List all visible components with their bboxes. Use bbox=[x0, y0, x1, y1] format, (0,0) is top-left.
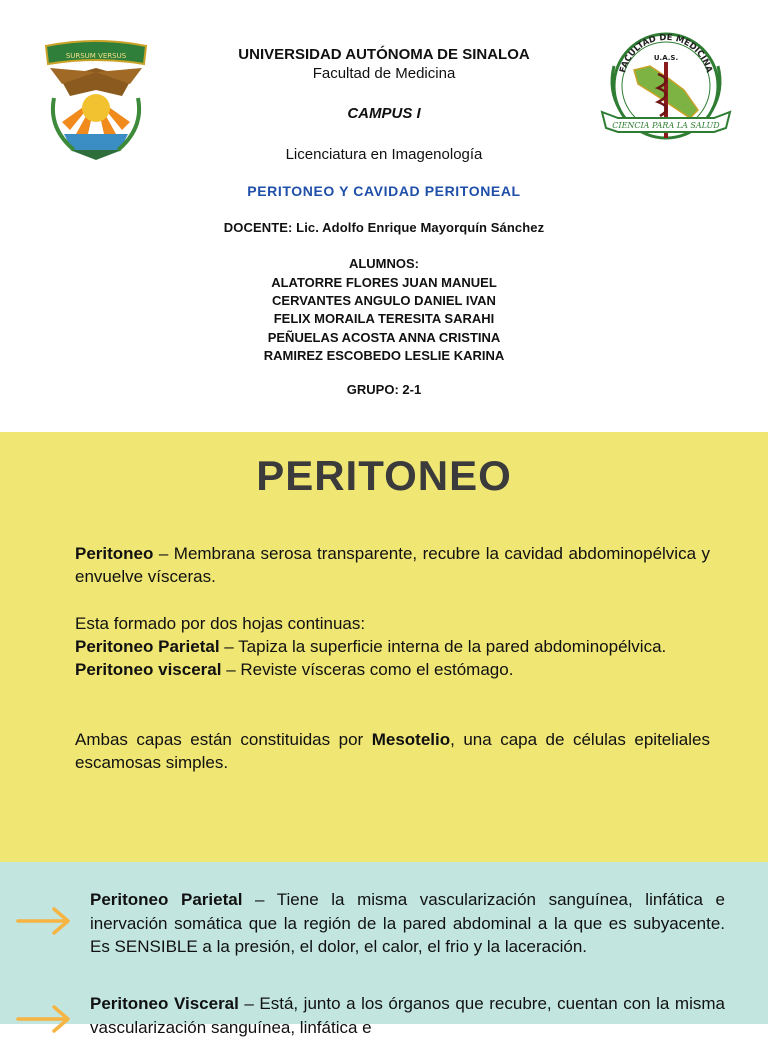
definition-block bbox=[75, 542, 710, 588]
uas-motto: SURSUM VERSUS bbox=[65, 52, 127, 60]
parietal-paragraph bbox=[75, 635, 710, 658]
degree-name: Licenciatura en Imagenología bbox=[285, 146, 483, 163]
mesotelio-post: , una capa de células epiteliales escamosas simples. bbox=[75, 730, 710, 772]
student-name: RAMIREZ ESCOBEDO LESLIE KARINA bbox=[263, 347, 505, 363]
visceral-text: – Reviste vísceras como el estómago. bbox=[221, 660, 514, 679]
mesotelio-pre: Ambas capas están constituidas por bbox=[75, 730, 372, 749]
student-name: ALATORRE FLORES JUAN MANUEL bbox=[271, 275, 497, 290]
definition-paragraph bbox=[75, 542, 710, 588]
seal-sub-text: U.A.S. bbox=[653, 54, 679, 62]
arrow-right-icon bbox=[16, 906, 72, 936]
student-name: FELIX MORAILA TERESITA SARAHI bbox=[273, 311, 495, 327]
seal-top-text: FACULTAD DE MEDICINA bbox=[618, 32, 714, 74]
student-name: PEÑUELAS ACOSTA ANNA CRISTINA bbox=[267, 329, 501, 345]
parietal-detail-paragraph bbox=[90, 888, 725, 959]
teacher-line: DOCENTE: Lic. Adolfo Enrique Mayorquín Sánchez bbox=[223, 220, 545, 235]
layers-block bbox=[75, 612, 710, 681]
faculty-name: Facultad de Medicina bbox=[312, 65, 456, 82]
students-title: ALUMNOS: bbox=[348, 256, 420, 271]
uas-crest-icon bbox=[40, 38, 152, 162]
peritoneo-section bbox=[0, 432, 768, 862]
visceral-term: Peritoneo visceral bbox=[75, 660, 222, 679]
parietal-term: Peritoneo Parietal bbox=[75, 637, 220, 656]
document-topic: PERITONEO Y CAVIDAD PERITONEAL bbox=[247, 183, 521, 199]
cover-section bbox=[0, 0, 768, 432]
visceral-detail-text: – Está, junto a los órganos que recubre, cuentan con la misma vascularización sanguínea, linfática e bbox=[90, 994, 725, 1037]
section-heading: PERITONEO bbox=[256, 452, 512, 499]
parietal-detail bbox=[90, 888, 725, 959]
mesotelio-paragraph bbox=[75, 728, 710, 774]
campus-label: CAMPUS I bbox=[347, 105, 421, 122]
mesotelio-block bbox=[75, 728, 710, 774]
parietal-detail-text: – Tiene la misma vascularización sanguínea, linfática e inervación somática que la región de la pared abdominal a la que es subyacente. Es SENSIBLE a la presión, el dolor, el calor, el frio y la laceración. bbox=[90, 890, 725, 956]
university-name: UNIVERSIDAD AUTÓNOMA DE SINALOA bbox=[238, 46, 530, 63]
mesotelio-term: Mesotelio bbox=[371, 730, 451, 749]
layers-intro: Esta formado por dos hojas continuas: bbox=[75, 614, 366, 633]
group-label: GRUPO: 2-1 bbox=[346, 382, 422, 397]
facultad-medicina-seal-icon bbox=[598, 26, 734, 156]
definition-term: Peritoneo bbox=[75, 544, 154, 563]
students-list bbox=[150, 274, 618, 365]
visceral-paragraph bbox=[75, 658, 710, 681]
visceral-detail-term: Peritoneo Visceral bbox=[90, 994, 239, 1013]
visceral-detail bbox=[90, 992, 725, 1039]
arrow-right-icon bbox=[16, 1004, 72, 1034]
parietal-detail-term: Peritoneo Parietal bbox=[90, 890, 243, 909]
student-name: CERVANTES ANGULO DANIEL IVAN bbox=[272, 293, 496, 309]
detail-section bbox=[0, 862, 768, 1037]
seal-banner-text: CIENCIA PARA LA SALUD bbox=[612, 121, 720, 130]
definition-text: – Membrana serosa transparente, recubre la cavidad abdominopélvica y envuelve vísceras. bbox=[75, 544, 710, 586]
parietal-text: – Tapiza la superficie interna de la pared abdominopélvica. bbox=[219, 637, 667, 656]
visceral-detail-paragraph bbox=[90, 992, 725, 1039]
